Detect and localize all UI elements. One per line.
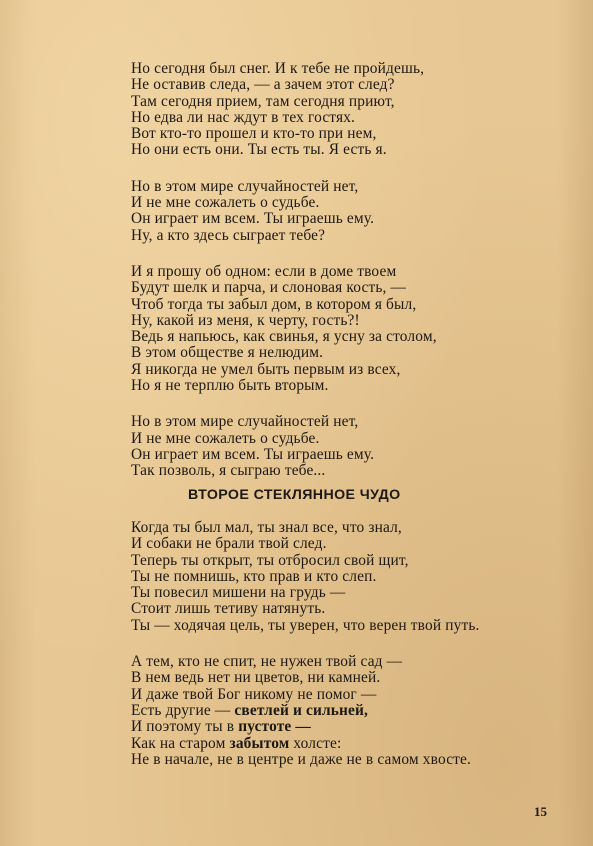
poem-line: И я прошу об одном: если в доме твоем <box>131 262 397 280</box>
poem-line: Ты повесил мишени на грудь — <box>131 584 346 602</box>
poem-line: Но сегодня был снег. И к тебе не пройдешь, <box>131 60 425 77</box>
poem-line: Ты не помнишь, кто прав и кто слеп. <box>131 567 377 585</box>
stanza <box>131 654 571 768</box>
stanza <box>131 520 571 634</box>
stanza <box>131 264 561 394</box>
poem-line: И не мне сожалеть о судьбе. <box>131 429 320 447</box>
poem-line: Вот кто-то прошел и кто-то при нем, <box>131 125 377 143</box>
poem-line: Но едва ли нас ждут в тех гостях. <box>131 108 356 126</box>
bold-text: забытом <box>229 734 290 752</box>
page-number: 15 <box>534 804 547 819</box>
poem-line: Я никогда не умел быть первым из всех, <box>131 360 401 378</box>
poem-line: А тем, кто не спит, не нужен твой сад — <box>131 653 403 671</box>
poem-line: Не оставив следа, — а зачем этот след? <box>131 76 395 94</box>
stanza <box>131 414 561 479</box>
section-title: ВТОРОЕ СТЕКЛЯННОЕ ЧУДО <box>188 487 401 503</box>
poem-line: В нем ведь нет ни цветов, ни камней. <box>131 669 381 687</box>
poem-line: В этом обществе я нелюдим. <box>131 344 324 362</box>
line-text: Есть другие — <box>131 701 235 719</box>
stanza <box>131 179 561 244</box>
poem-line: Так позволь, я сыграю тебе... <box>131 462 326 480</box>
poem-line <box>131 719 571 735</box>
poem-line <box>131 703 571 719</box>
poem-line: Он играет им всем. Ты играешь ему. <box>131 210 375 228</box>
poem-line: Но в этом мире случайностей нет, <box>131 177 359 195</box>
poem-line: И собаки не брали твой след. <box>131 535 327 553</box>
poem-line <box>131 736 571 752</box>
poem-line: Теперь ты открыт, ты отбросил свой щит, <box>131 551 409 569</box>
poem-line: Чтоб тогда ты забыл дом, в котором я был, <box>131 295 417 313</box>
poem-part-1 <box>131 61 561 480</box>
poem-line: Он играет им всем. Ты играешь ему. <box>131 445 375 463</box>
line-text: Как на старом <box>131 734 230 752</box>
line-text: холсте: <box>289 734 342 752</box>
poem-line: Но в этом мире случайностей нет, <box>131 413 359 431</box>
poem-line: Ну, а кто здесь сыграет тебе? <box>131 226 326 244</box>
poem-line: Не в начале, не в центре и даже не в самом хвосте. <box>131 750 472 768</box>
bold-text: пустоте — <box>238 718 311 736</box>
poem-part-2 <box>131 520 571 788</box>
poem-line: И не мне сожалеть о судьбе. <box>131 194 320 212</box>
poem-line: Ты — ходячая цель, ты уверен, что верен твой путь. <box>131 616 480 634</box>
poem-line: Ну, какой из меня, к черту, гость?! <box>131 311 360 329</box>
poem-line: Но они есть они. Ты есть ты. Я есть я. <box>131 141 387 159</box>
poem-line: Ведь я напьюсь, как свинья, я усну за столом, <box>131 328 437 346</box>
poem-line: Когда ты был мал, ты знал все, что знал, <box>131 519 402 536</box>
poem-line: Стоит лишь тетиву натянуть. <box>131 600 326 618</box>
stanza <box>131 61 561 159</box>
poem-line: Там сегодня прием, там сегодня приют, <box>131 92 395 110</box>
poem-line: Будут шелк и парча, и слоновая кость, — <box>131 279 407 297</box>
bold-text: светлей и сильней, <box>234 701 369 719</box>
poem-line: И даже твой Бог никому не помог — <box>131 685 377 703</box>
line-text: И поэтому ты в <box>131 718 239 736</box>
poem-line: Но я не терплю быть вторым. <box>131 377 329 395</box>
